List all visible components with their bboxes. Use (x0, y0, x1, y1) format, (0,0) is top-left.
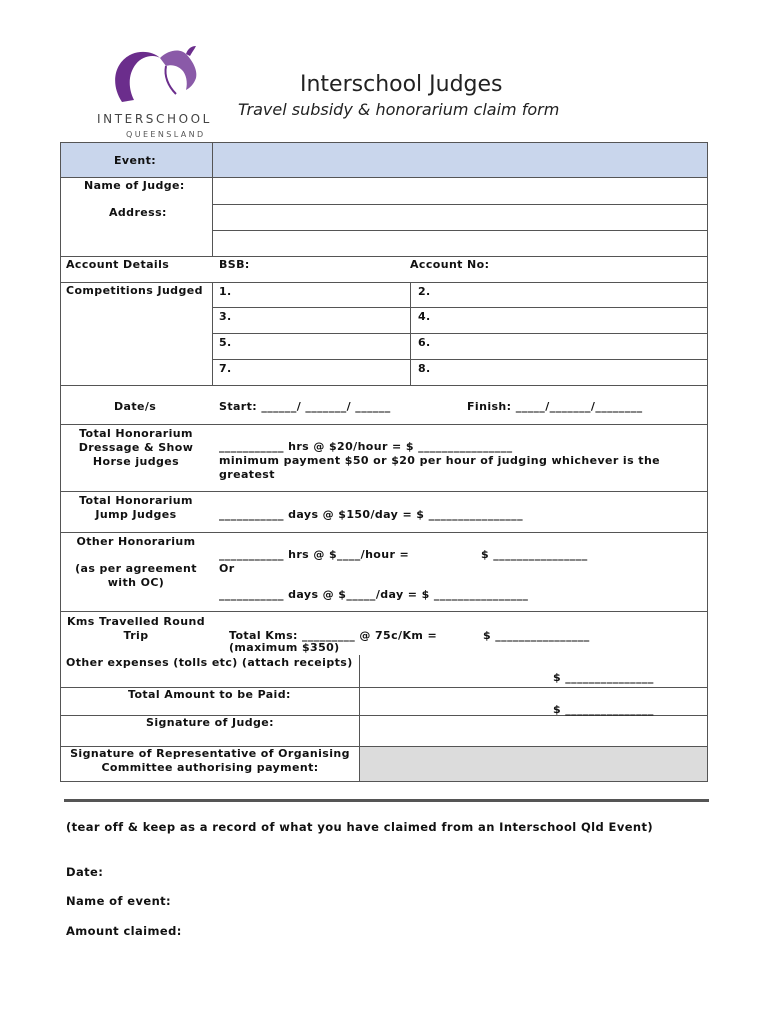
total-amount-field[interactable]: $ _______________ (553, 703, 654, 716)
competition-1[interactable]: 1. (219, 285, 232, 298)
dates-label: Date/s (114, 400, 157, 413)
rep-signature-label: Signature of Representative of Organising Committee authorising payment: (70, 747, 350, 774)
competition-7[interactable]: 7. (219, 362, 232, 375)
dressage-honorarium-label: Total Honorarium Dressage & Show Horse judges (78, 427, 194, 468)
tear-off-amount-label: Amount claimed: (66, 924, 182, 938)
or-label: Or (219, 562, 235, 575)
other-hours-amount[interactable]: $ ________________ (481, 548, 588, 561)
event-input[interactable] (214, 144, 706, 176)
judge-name-label: Name of Judge: (84, 179, 185, 192)
logo-name: INTERSCHOOL (97, 112, 212, 126)
account-details-label: Account Details (66, 258, 170, 271)
jump-honorarium-label: Total Honorarium Jump Judges (79, 494, 193, 521)
judge-signature-label: Signature of Judge: (146, 716, 274, 729)
logo (92, 44, 222, 144)
other-honorarium-note: (as per agreement with OC) (75, 562, 197, 589)
dressage-minimum-note: minimum payment $50 or $20 per hour of judging whichever is the greatest (219, 454, 661, 481)
other-hours-field[interactable]: ___________ hrs @ $____/hour = (219, 548, 410, 561)
event-label: Event: (114, 154, 157, 167)
kms-amount[interactable]: $ ________________ (483, 629, 590, 642)
address-label: Address: (109, 206, 167, 219)
kms-label: Kms Travelled Round Trip (66, 615, 205, 642)
total-amount-label: Total Amount to be Paid: (128, 688, 291, 701)
page-subtitle: Travel subsidy & honorarium claim form (238, 100, 560, 119)
competition-5[interactable]: 5. (219, 336, 232, 349)
kms-max-note: (maximum $350) (229, 641, 340, 654)
competition-2[interactable]: 2. (418, 285, 431, 298)
competition-3[interactable]: 3. (219, 310, 232, 323)
other-days-field[interactable]: ___________ days @ $_____/day = $ ________________ (219, 588, 529, 601)
competition-6[interactable]: 6. (418, 336, 431, 349)
competition-8[interactable]: 8. (418, 362, 431, 375)
tear-off-date-label: Date: (66, 865, 104, 879)
rep-signature-input[interactable] (361, 748, 706, 780)
other-expenses-label: Other expenses (tolls etc) (attach receipts) (66, 656, 353, 669)
bsb-label: BSB: (219, 258, 250, 271)
page-title: Interschool Judges (300, 72, 503, 97)
other-expenses-amount[interactable]: $ _______________ (553, 671, 654, 684)
competitions-label: Competitions Judged (66, 284, 203, 297)
address-input[interactable] (214, 206, 706, 254)
tear-off-note: (tear off & keep as a record of what you have claimed from an Interschool Qld Event) (66, 820, 654, 834)
horse-head-logo-icon (102, 44, 212, 106)
competition-4[interactable]: 4. (418, 310, 431, 323)
tear-off-divider (64, 799, 709, 802)
jump-days-field[interactable]: ___________ days @ $150/day = $ ________________ (219, 508, 523, 521)
other-honorarium-label: Other Honorarium (76, 535, 196, 548)
judge-signature-input[interactable] (361, 717, 706, 745)
finish-date-field[interactable]: Finish: _____/_______/________ (467, 400, 643, 413)
start-date-field[interactable]: Start: ______/ _______/ ______ (219, 400, 391, 413)
total-kms-field[interactable]: Total Kms: _________ @ 75c/Km = (229, 629, 438, 642)
logo-region: QUEENSLAND (126, 130, 206, 139)
account-no-label: Account No: (410, 258, 490, 271)
dressage-hours-field[interactable]: ___________ hrs @ $20/hour = $ ________________ (219, 440, 513, 453)
tear-off-event-label: Name of event: (66, 894, 172, 908)
judge-name-input[interactable] (214, 179, 706, 203)
